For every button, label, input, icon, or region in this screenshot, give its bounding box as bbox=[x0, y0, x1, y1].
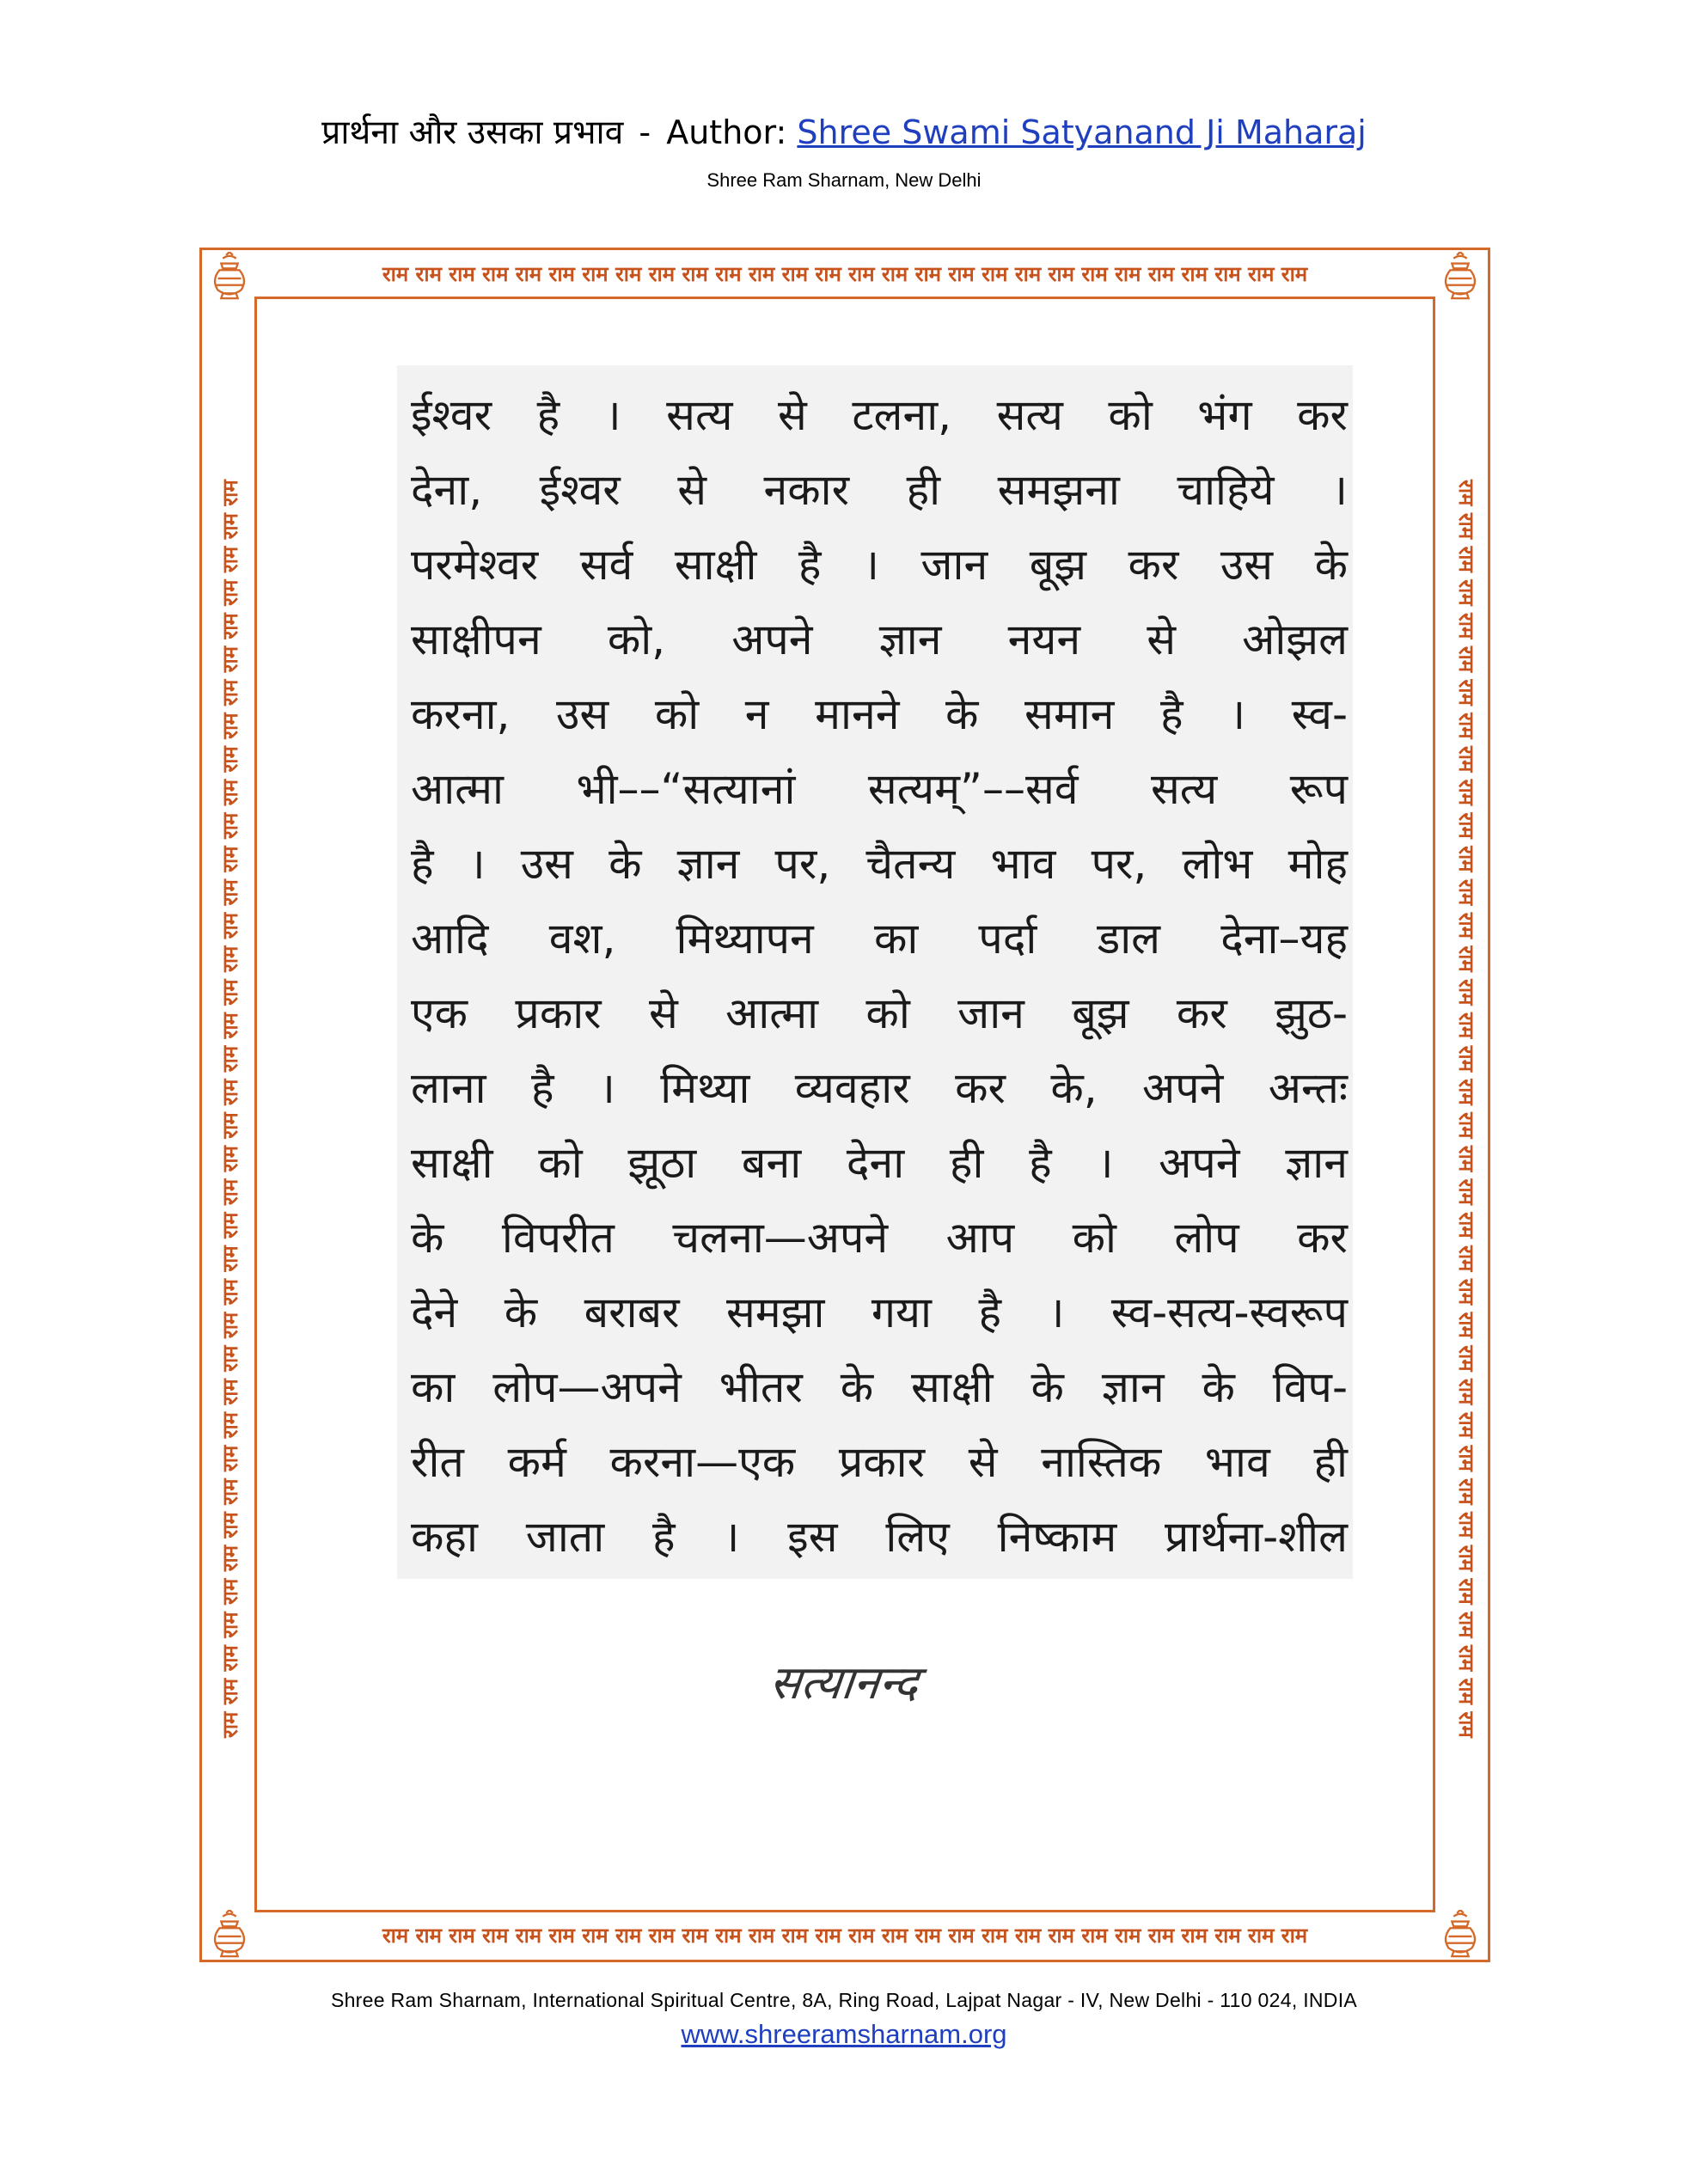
text-line: आत्मा भी––“सत्यानां सत्यम्”––सर्व सत्य रूप bbox=[411, 764, 1348, 814]
text-line: साक्षी को झूठा बना देना ही है । अपने ज्ञान bbox=[411, 1138, 1348, 1188]
website-link[interactable]: www.shreeramsharnam.org bbox=[681, 2019, 1007, 2049]
text-line: साक्षीपन को, अपने ज्ञान नयन से ओझल bbox=[411, 615, 1348, 664]
text-line: एक प्रकार से आत्मा को जान बूझ कर झुठ- bbox=[411, 988, 1348, 1038]
footer-address: Shree Ram Sharnam, International Spiritual Centre, 8A, Ring Road, Lajpat Nagar - IV, New Delhi - 110 024, INDIA bbox=[330, 1989, 1358, 2011]
kalash-icon bbox=[205, 1910, 254, 1960]
ram-border-bottom: राम राम राम राम राम राम राम राम राम राम राम राम राम राम राम राम राम राम राम राम राम राम राम राम राम राम राम राम bbox=[382, 1924, 1308, 1948]
author-link[interactable]: Shree Swami Satyanand Ji Maharaj bbox=[797, 113, 1367, 151]
signature: सत्यानन्द bbox=[767, 1655, 921, 1710]
text-line: के विपरीत चलना—अपने आप को लोप कर bbox=[411, 1213, 1348, 1263]
ram-border-right: राम राम राम राम राम राम राम राम राम राम राम राम राम राम राम राम राम राम राम राम राम राम राम राम राम राम राम राम राम राम राम राम राम राम राम राम राम राम bbox=[1454, 480, 1478, 1738]
text-line: है । उस के ज्ञान पर, चैतन्य भाव पर, लोभ मोह bbox=[411, 839, 1348, 889]
author-prefix: Author: bbox=[666, 113, 787, 151]
ram-border-left: राम राम राम राम राम राम राम राम राम राम राम राम राम राम राम राम राम राम राम राम राम राम राम राम राम राम राम राम राम राम राम राम राम राम राम राम राम राम bbox=[218, 480, 242, 1738]
page-header bbox=[0, 110, 1688, 192]
kalash-icon bbox=[205, 252, 254, 302]
text-line: देने के बराबर समझा गया है । स्व-सत्य-स्वरूप bbox=[411, 1288, 1348, 1337]
title-line bbox=[0, 110, 1688, 156]
text-line: कहा जाता है । इस लिए निष्काम प्रार्थना-शील bbox=[411, 1512, 1348, 1562]
text-line: देना, ईश्वर से नकार ही समझना चाहिये । bbox=[411, 465, 1348, 515]
kalash-icon bbox=[1435, 252, 1485, 302]
text-line: रीत कर्म करना—एक प्रकार से नास्तिक भाव ही bbox=[411, 1437, 1348, 1487]
text-line: ईश्वर है । सत्य से टलना, सत्य को भंग कर bbox=[411, 390, 1348, 440]
text-line: लाना है । मिथ्या व्यवहार कर के, अपने अन्तः bbox=[411, 1063, 1348, 1113]
text-line: आदि वश, मिथ्यापन का पर्दा डाल देना–यह bbox=[411, 914, 1348, 964]
ram-border-top: राम राम राम राम राम राम राम राम राम राम राम राम राम राम राम राम राम राम राम राम राम राम राम राम राम राम राम राम bbox=[382, 262, 1308, 286]
text-line: करना, उस को न मानने के समान है । स्व- bbox=[411, 689, 1348, 739]
title-separator: - bbox=[639, 113, 651, 151]
text-line: का लोप—अपने भीतर के साक्षी के ज्ञान के विप- bbox=[411, 1362, 1348, 1412]
body-text bbox=[411, 378, 1348, 1575]
text-line: परमेश्वर सर्व साक्षी है । जान बूझ कर उस के bbox=[411, 540, 1348, 590]
document-subtitle: Shree Ram Sharnam, New Delhi bbox=[706, 169, 982, 191]
kalash-icon bbox=[1435, 1910, 1485, 1960]
document-title: प्रार्थना और उसका प्रभाव bbox=[321, 113, 624, 152]
page-footer bbox=[0, 1989, 1688, 2050]
